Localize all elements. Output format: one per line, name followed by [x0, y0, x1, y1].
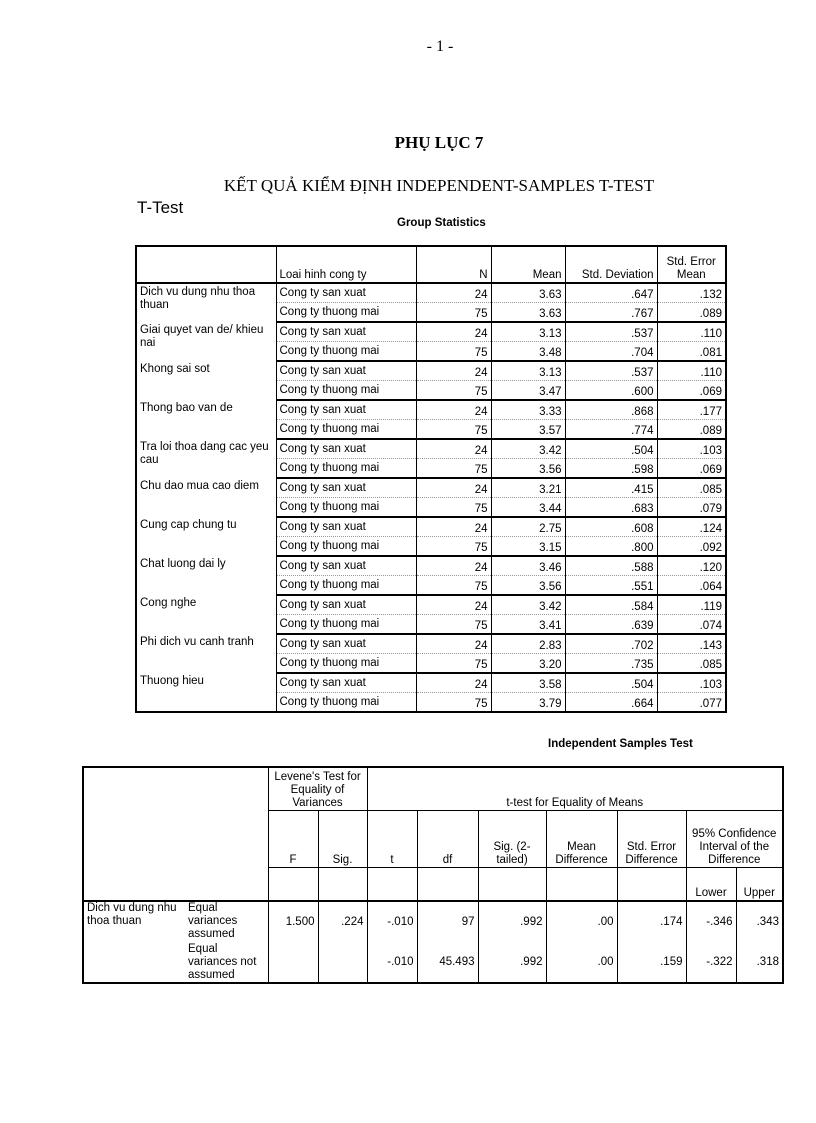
group-label: Cong ty thuong mai	[276, 615, 416, 635]
value-mean: 3.42	[491, 439, 565, 459]
ist-row-equal-not-assumed	[83, 943, 783, 983]
value-df: 45.493	[417, 943, 478, 983]
value-upper: .343	[736, 901, 783, 943]
value-sig: .224	[318, 901, 367, 943]
value-mean: 2.83	[491, 634, 565, 654]
group-label: Cong ty san xuat	[276, 322, 416, 342]
group-statistics-caption: Group Statistics	[397, 217, 486, 229]
value-std-deviation: .551	[565, 576, 657, 596]
value-std-error-mean: .081	[657, 342, 726, 362]
variable-label: Dich vu dung nhu thoa thuan	[140, 286, 256, 311]
value-std-deviation: .415	[565, 478, 657, 498]
value-std-error-mean: .119	[657, 595, 726, 615]
group-statistics-row	[136, 400, 726, 420]
header-f: F	[268, 810, 318, 867]
group-label: Cong ty thuong mai	[276, 420, 416, 440]
value-mean: 3.47	[491, 381, 565, 401]
header-upper: Upper	[736, 867, 783, 901]
value-std-deviation: .537	[565, 361, 657, 381]
value-n: 75	[416, 459, 491, 479]
value-std-error-mean: .110	[657, 361, 726, 381]
value-mean: 3.57	[491, 420, 565, 440]
value-std-deviation: .598	[565, 459, 657, 479]
ist-row-equal-assumed	[83, 901, 783, 943]
group-label: Cong ty san xuat	[276, 595, 416, 615]
value-n: 75	[416, 654, 491, 674]
ist-header-blank-2	[83, 810, 268, 867]
value-std-error-mean: .077	[657, 693, 726, 713]
value-sig	[318, 943, 367, 983]
ist-header-row-1	[83, 767, 783, 810]
variable-label: Tra loi thoa dang cac yeu cau	[140, 441, 269, 466]
value-n: 24	[416, 400, 491, 420]
variable-label: Phi dich vu canh tranh	[140, 636, 254, 648]
value-n: 75	[416, 615, 491, 635]
value-std-deviation: .504	[565, 439, 657, 459]
value-std-deviation: .774	[565, 420, 657, 440]
value-mean-difference: .00	[546, 943, 617, 983]
value-std-error-mean: .110	[657, 322, 726, 342]
group-label: Cong ty san xuat	[276, 478, 416, 498]
value-lower: -.322	[686, 943, 736, 983]
variable-label: Thuong hieu	[140, 675, 204, 687]
value-std-error-difference: .159	[617, 943, 686, 983]
value-mean-difference: .00	[546, 901, 617, 943]
ist-row-label: Equal variances assumed	[188, 902, 238, 940]
header-blank	[136, 246, 276, 283]
value-n: 24	[416, 673, 491, 693]
value-std-error-mean: .064	[657, 576, 726, 596]
value-std-deviation: .683	[565, 498, 657, 518]
group-statistics-row	[136, 673, 726, 693]
value-mean: 3.13	[491, 322, 565, 342]
header-df: df	[417, 810, 478, 867]
ist-header-row-3	[83, 867, 783, 901]
group-label: Cong ty thuong mai	[276, 303, 416, 323]
group-label: Cong ty thuong mai	[276, 537, 416, 557]
value-mean: 3.56	[491, 459, 565, 479]
header-mean: Mean	[491, 246, 565, 283]
value-std-error-mean: .069	[657, 459, 726, 479]
value-n: 24	[416, 517, 491, 537]
header-sig: Sig.	[318, 810, 367, 867]
header-levene: Levene's Test for Equality of Variances	[268, 767, 367, 810]
value-mean: 3.20	[491, 654, 565, 674]
page-number: - 1 -	[426, 38, 454, 55]
value-std-deviation: .704	[565, 342, 657, 362]
value-std-error-mean: .177	[657, 400, 726, 420]
header-ttest: t-test for Equality of Means	[367, 767, 783, 810]
header-lower: Lower	[686, 867, 736, 901]
value-f	[268, 943, 318, 983]
independent-samples-caption: Independent Samples Test	[548, 738, 693, 750]
value-std-deviation: .600	[565, 381, 657, 401]
group-label: Cong ty thuong mai	[276, 576, 416, 596]
variable-label: Khong sai sot	[140, 363, 210, 375]
value-n: 24	[416, 283, 491, 303]
value-std-deviation: .735	[565, 654, 657, 674]
independent-samples-table	[82, 766, 784, 984]
variable-label: Giai quyet van de/ khieu nai	[140, 324, 264, 349]
variable-label: Cong nghe	[140, 597, 197, 609]
value-mean: 3.42	[491, 595, 565, 615]
section-title: T-Test	[137, 198, 184, 217]
group-label: Cong ty san xuat	[276, 361, 416, 381]
value-df: 97	[417, 901, 478, 943]
value-n: 24	[416, 322, 491, 342]
appendix-title: PHỤ LỤC 7	[394, 133, 484, 152]
variable-label: Chu dao mua cao diem	[140, 480, 259, 492]
header-group: Loai hinh cong ty	[276, 246, 416, 283]
group-label: Cong ty thuong mai	[276, 654, 416, 674]
group-label: Cong ty san xuat	[276, 283, 416, 303]
main-title: KẾT QUẢ KIỂM ĐỊNH INDEPENDENT-SAMPLES T-TEST	[223, 176, 655, 195]
value-std-deviation: .504	[565, 673, 657, 693]
group-label: Cong ty thuong mai	[276, 381, 416, 401]
value-mean: 3.58	[491, 673, 565, 693]
value-std-error-mean: .092	[657, 537, 726, 557]
value-sig-2-tailed: .992	[478, 901, 546, 943]
header-n: N	[416, 246, 491, 283]
group-label: Cong ty san xuat	[276, 400, 416, 420]
value-std-error-mean: .069	[657, 381, 726, 401]
group-label: Cong ty thuong mai	[276, 693, 416, 713]
value-t: -.010	[367, 901, 417, 943]
value-std-deviation: .767	[565, 303, 657, 323]
value-upper: .318	[736, 943, 783, 983]
group-statistics-row	[136, 595, 726, 615]
value-mean: 3.46	[491, 556, 565, 576]
header-std-error-line1: Std. Error	[666, 256, 716, 268]
header-std-error-difference: Std. Error Difference	[617, 810, 686, 867]
value-mean: 3.41	[491, 615, 565, 635]
value-sig-2-tailed: .992	[478, 943, 546, 983]
value-std-error-mean: .103	[657, 439, 726, 459]
value-mean: 3.56	[491, 576, 565, 596]
value-mean: 3.33	[491, 400, 565, 420]
value-n: 75	[416, 576, 491, 596]
header-mean-difference: Mean Difference	[546, 810, 617, 867]
group-label: Cong ty san xuat	[276, 673, 416, 693]
ist-header-row-2	[83, 810, 783, 867]
value-n: 24	[416, 634, 491, 654]
value-std-deviation: .664	[565, 693, 657, 713]
value-n: 75	[416, 303, 491, 323]
variable-label: Cung cap chung tu	[140, 519, 237, 531]
value-std-deviation: .608	[565, 517, 657, 537]
value-std-error-mean: .085	[657, 478, 726, 498]
variable-label: Thong bao van de	[140, 402, 233, 414]
value-mean: 3.15	[491, 537, 565, 557]
value-std-error-mean: .132	[657, 283, 726, 303]
value-f: 1.500	[268, 901, 318, 943]
value-n: 75	[416, 693, 491, 713]
value-mean: 2.75	[491, 517, 565, 537]
group-label: Cong ty san xuat	[276, 556, 416, 576]
group-label: Cong ty thuong mai	[276, 342, 416, 362]
value-std-deviation: .868	[565, 400, 657, 420]
header-confidence-interval: 95% Confidence Interval of the Difference	[686, 810, 783, 867]
value-std-error-mean: .085	[657, 654, 726, 674]
value-std-error-mean: .079	[657, 498, 726, 518]
group-statistics-row	[136, 283, 726, 303]
group-label: Cong ty san xuat	[276, 517, 416, 537]
header-std-deviation: Std. Deviation	[565, 246, 657, 283]
value-n: 24	[416, 478, 491, 498]
group-statistics-row	[136, 556, 726, 576]
group-statistics-row	[136, 322, 726, 342]
group-label: Cong ty san xuat	[276, 634, 416, 654]
variable-label: Chat luong dai ly	[140, 558, 226, 570]
value-std-error-mean: .074	[657, 615, 726, 635]
group-statistics-row	[136, 634, 726, 654]
value-mean: 3.13	[491, 361, 565, 381]
value-std-error-difference: .174	[617, 901, 686, 943]
value-std-deviation: .800	[565, 537, 657, 557]
value-std-deviation: .537	[565, 322, 657, 342]
ist-row-label: Equal variances not assumed	[188, 943, 257, 981]
header-std-error-mean	[657, 246, 726, 283]
group-label: Cong ty san xuat	[276, 439, 416, 459]
group-statistics-row	[136, 439, 726, 459]
value-mean: 3.48	[491, 342, 565, 362]
value-std-deviation: .639	[565, 615, 657, 635]
value-mean: 3.79	[491, 693, 565, 713]
value-n: 75	[416, 498, 491, 518]
header-t: t	[367, 810, 417, 867]
group-label: Cong ty thuong mai	[276, 459, 416, 479]
group-statistics-row	[136, 517, 726, 537]
value-std-error-mean: .143	[657, 634, 726, 654]
value-mean: 3.63	[491, 283, 565, 303]
value-std-error-mean: .089	[657, 303, 726, 323]
value-std-deviation: .702	[565, 634, 657, 654]
value-std-error-mean: .089	[657, 420, 726, 440]
value-n: 24	[416, 595, 491, 615]
value-n: 75	[416, 420, 491, 440]
value-mean: 3.44	[491, 498, 565, 518]
value-std-error-mean: .103	[657, 673, 726, 693]
value-n: 75	[416, 381, 491, 401]
value-std-deviation: .584	[565, 595, 657, 615]
value-n: 75	[416, 342, 491, 362]
group-statistics-table	[135, 245, 727, 713]
value-n: 24	[416, 439, 491, 459]
value-lower: -.346	[686, 901, 736, 943]
group-statistics-row	[136, 361, 726, 381]
value-std-deviation: .588	[565, 556, 657, 576]
value-t: -.010	[367, 943, 417, 983]
value-std-deviation: .647	[565, 283, 657, 303]
value-n: 75	[416, 537, 491, 557]
value-n: 24	[416, 556, 491, 576]
value-std-error-mean: .120	[657, 556, 726, 576]
value-mean: 3.21	[491, 478, 565, 498]
ist-variable-label: Dich vu dung nhu thoa thuan	[87, 902, 177, 927]
value-mean: 3.63	[491, 303, 565, 323]
ist-header-blank	[83, 767, 268, 810]
group-label: Cong ty thuong mai	[276, 498, 416, 518]
value-n: 24	[416, 361, 491, 381]
group-statistics-row	[136, 478, 726, 498]
header-std-error-line2: Mean	[676, 269, 706, 281]
group-statistics-header-row	[136, 246, 726, 283]
header-sig-2-tailed: Sig. (2-tailed)	[478, 810, 546, 867]
value-std-error-mean: .124	[657, 517, 726, 537]
